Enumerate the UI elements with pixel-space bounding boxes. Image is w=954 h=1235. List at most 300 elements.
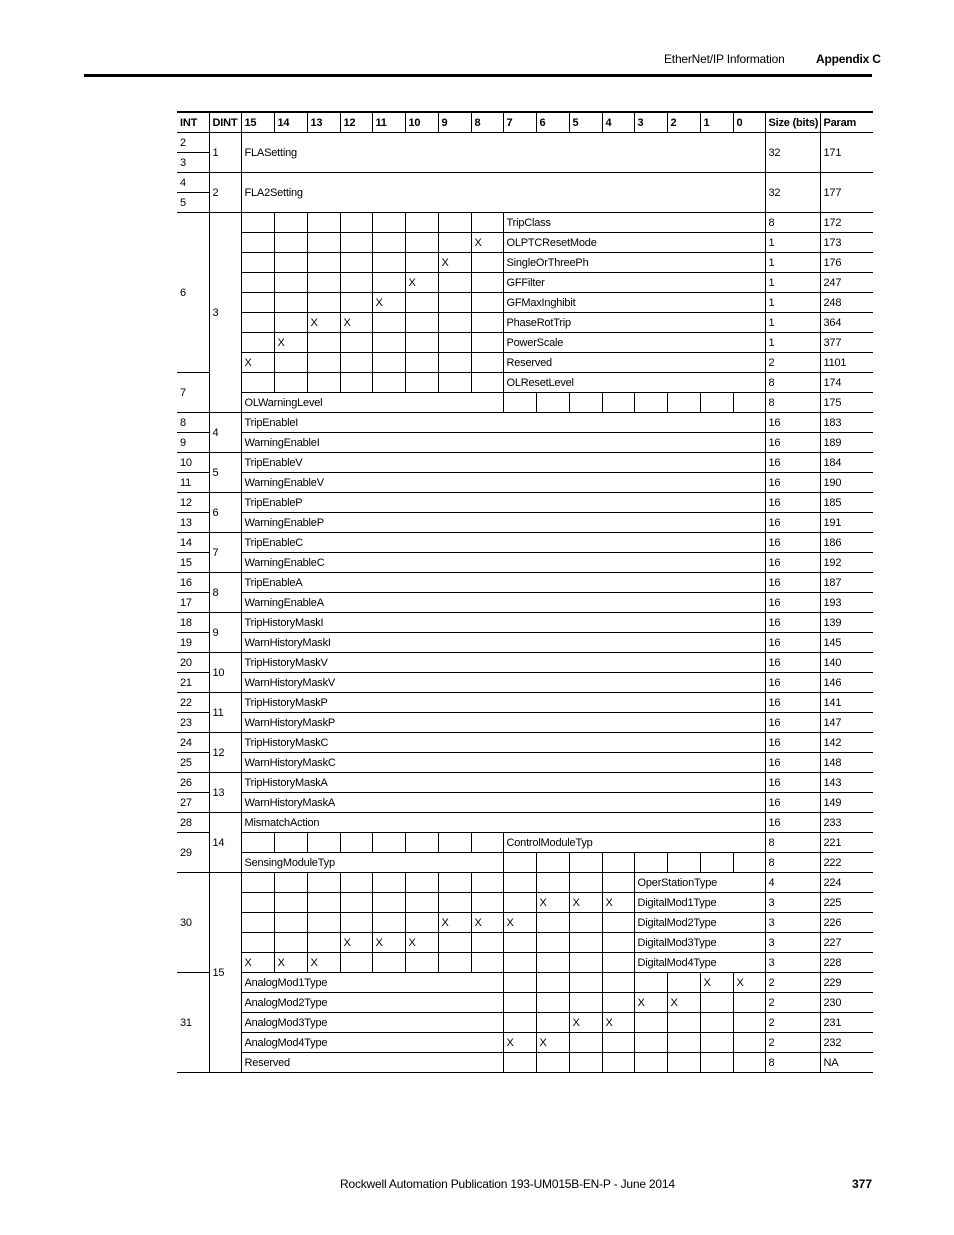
table-cell (602, 1053, 634, 1073)
table-row (177, 213, 873, 233)
table-cell: 15 (209, 873, 241, 1073)
table-cell (569, 973, 602, 993)
table-cell: 16 (765, 693, 820, 713)
table-cell: AnalogMod1Type (241, 973, 503, 993)
table-cell: 364 (820, 313, 873, 333)
header-param: Param (820, 112, 873, 133)
table-cell (340, 233, 372, 253)
table-cell: 16 (765, 793, 820, 813)
table-cell (602, 913, 634, 933)
table-cell: 7 (209, 533, 241, 573)
table-cell: 16 (765, 473, 820, 493)
table-cell (733, 993, 765, 1013)
table-row (177, 1013, 873, 1033)
table-cell (372, 873, 405, 893)
table-cell: 1 (765, 253, 820, 273)
table-row (177, 753, 873, 773)
table-cell: 24 (177, 733, 209, 753)
table-cell: X (602, 893, 634, 913)
table-row (177, 713, 873, 733)
table-cell (667, 853, 700, 873)
table-cell: DigitalMod4Type (634, 953, 765, 973)
table-cell (536, 913, 569, 933)
table-cell (307, 233, 340, 253)
table-cell: X (405, 933, 438, 953)
header-dint: DINT (209, 112, 241, 133)
table-cell (438, 373, 471, 393)
table-cell (438, 873, 471, 893)
table-cell (307, 873, 340, 893)
table-cell: 5 (209, 453, 241, 493)
table-cell (405, 213, 438, 233)
table-cell (503, 1013, 536, 1033)
table-row (177, 313, 873, 333)
table-cell: GFMaxInghibit (503, 293, 765, 313)
table-row (177, 473, 873, 493)
table-cell: 142 (820, 733, 873, 753)
table-cell (307, 373, 340, 393)
table-cell: 2 (209, 173, 241, 213)
table-cell: WarnHistoryMaskP (241, 713, 765, 733)
table-cell: 1101 (820, 353, 873, 373)
table-cell: 7 (177, 373, 209, 413)
table-cell (405, 313, 438, 333)
table-row (177, 133, 873, 153)
table-cell (405, 373, 438, 393)
table-cell: X (569, 893, 602, 913)
table-cell (340, 293, 372, 313)
table-cell (667, 973, 700, 993)
table-cell (602, 953, 634, 973)
table-cell (733, 853, 765, 873)
table-cell: 15 (177, 553, 209, 573)
table-row (177, 653, 873, 673)
table-cell: 9 (209, 613, 241, 653)
table-cell: 3 (209, 213, 241, 413)
table-cell (700, 853, 733, 873)
table-cell: 139 (820, 613, 873, 633)
table-cell: 12 (177, 493, 209, 513)
table-cell: DigitalMod3Type (634, 933, 765, 953)
header-bit: 0 (733, 112, 765, 133)
table-cell: X (471, 913, 503, 933)
table-cell: 16 (765, 813, 820, 833)
table-cell (733, 1053, 765, 1073)
table-cell: 8 (765, 853, 820, 873)
header-bit: 3 (634, 112, 667, 133)
table-cell (569, 933, 602, 953)
table-cell: 2 (765, 973, 820, 993)
table-cell (241, 233, 274, 253)
header-bit: 10 (405, 112, 438, 133)
table-cell: 16 (765, 613, 820, 633)
table-cell: AnalogMod4Type (241, 1033, 503, 1053)
table-cell (569, 853, 602, 873)
table-cell (438, 953, 471, 973)
table-cell (241, 213, 274, 233)
table-row (177, 733, 873, 753)
table-cell (602, 393, 634, 413)
table-row (177, 893, 873, 913)
table-row (177, 173, 873, 193)
table-cell: 229 (820, 973, 873, 993)
table-cell: 2 (177, 133, 209, 153)
table-row (177, 873, 873, 893)
table-cell (503, 393, 536, 413)
table-cell: WarnHistoryMaskV (241, 673, 765, 693)
table-cell: WarnHistoryMaskA (241, 793, 765, 813)
header-bit: 6 (536, 112, 569, 133)
table-cell: 20 (177, 653, 209, 673)
table-cell: 230 (820, 993, 873, 1013)
table-cell (438, 333, 471, 353)
table-cell (438, 313, 471, 333)
table-cell: 2 (765, 1033, 820, 1053)
table-cell: TripHistoryMaskV (241, 653, 765, 673)
table-cell: 16 (765, 673, 820, 693)
table-body (177, 133, 873, 1073)
table-cell (274, 913, 307, 933)
table-cell: 22 (177, 693, 209, 713)
table-cell: 232 (820, 1033, 873, 1053)
table-row (177, 513, 873, 533)
table-header-row (177, 112, 873, 133)
table-cell (438, 893, 471, 913)
header-bit: 1 (700, 112, 733, 133)
table-cell: DigitalMod2Type (634, 913, 765, 933)
table-cell: 146 (820, 673, 873, 693)
table-row (177, 1053, 873, 1073)
table-cell: 8 (177, 413, 209, 433)
table-cell (536, 1053, 569, 1073)
table-cell: 147 (820, 713, 873, 733)
table-row (177, 973, 873, 993)
table-cell (667, 1053, 700, 1073)
table-row (177, 953, 873, 973)
table-cell: 225 (820, 893, 873, 913)
table-cell (602, 853, 634, 873)
table-cell: 177 (820, 173, 873, 213)
table-cell: 227 (820, 933, 873, 953)
table-cell (634, 853, 667, 873)
table-cell (503, 893, 536, 913)
table-cell: OperStationType (634, 873, 765, 893)
table-cell: WarningEnableP (241, 513, 765, 533)
table-row (177, 273, 873, 293)
table-cell: X (536, 1033, 569, 1053)
table-cell: TripHistoryMaskC (241, 733, 765, 753)
table-row (177, 453, 873, 473)
table-cell: 16 (765, 573, 820, 593)
table-cell: 193 (820, 593, 873, 613)
table-cell: 27 (177, 793, 209, 813)
table-cell (307, 833, 340, 853)
table-cell: 145 (820, 633, 873, 653)
table-cell (340, 833, 372, 853)
table-cell: 10 (177, 453, 209, 473)
table-cell (569, 1033, 602, 1053)
table-cell: 226 (820, 913, 873, 933)
table-cell: TripEnableC (241, 533, 765, 553)
table-cell (274, 313, 307, 333)
table-cell: X (241, 953, 274, 973)
table-cell (307, 933, 340, 953)
table-cell (405, 333, 438, 353)
table-cell: 191 (820, 513, 873, 533)
table-cell: 16 (765, 433, 820, 453)
table-cell (241, 933, 274, 953)
page-header-appendix: Appendix C (816, 52, 881, 66)
table-cell: WarningEnableA (241, 593, 765, 613)
table-cell (602, 973, 634, 993)
table-cell (307, 333, 340, 353)
table-cell: 174 (820, 373, 873, 393)
table-cell: 172 (820, 213, 873, 233)
table-row (177, 333, 873, 353)
header-int: INT (177, 112, 209, 133)
table-cell: FLA2Setting (241, 173, 765, 213)
header-bit: 8 (471, 112, 503, 133)
table-cell: X (340, 313, 372, 333)
table-cell (241, 253, 274, 273)
table-cell: 32 (765, 173, 820, 213)
table-cell: 187 (820, 573, 873, 593)
table-cell: 10 (209, 653, 241, 693)
table-cell: X (438, 253, 471, 273)
table-cell (700, 1013, 733, 1033)
table-cell: 192 (820, 553, 873, 573)
table-cell (569, 873, 602, 893)
table-cell: WarningEnableI (241, 433, 765, 453)
table-cell: TripHistoryMaskA (241, 773, 765, 793)
header-rule (84, 74, 872, 77)
table-cell (503, 993, 536, 1013)
header-size: Size (bits) (765, 112, 820, 133)
table-cell (340, 273, 372, 293)
table-cell: 3 (177, 153, 209, 173)
table-cell (471, 353, 503, 373)
table-cell (536, 953, 569, 973)
table-cell (536, 873, 569, 893)
table-cell (405, 873, 438, 893)
table-cell (602, 873, 634, 893)
table-cell: OLPTCResetMode (503, 233, 765, 253)
table-cell: X (503, 1033, 536, 1053)
table-cell (274, 353, 307, 373)
page-header-section: EtherNet/IP Information (664, 52, 785, 66)
table-cell: FLASetting (241, 133, 765, 173)
table-cell (274, 293, 307, 313)
table-cell (340, 873, 372, 893)
table-cell (405, 953, 438, 973)
table-cell: 176 (820, 253, 873, 273)
table-cell: X (438, 913, 471, 933)
table-cell: X (536, 893, 569, 913)
table-cell (241, 893, 274, 913)
table-cell: X (307, 953, 340, 973)
table-cell (372, 893, 405, 913)
table-cell (438, 293, 471, 313)
table-cell (274, 933, 307, 953)
table-cell (340, 953, 372, 973)
table-row (177, 613, 873, 633)
table-cell (471, 893, 503, 913)
table-cell: 16 (765, 653, 820, 673)
table-cell: X (372, 933, 405, 953)
table-row (177, 593, 873, 613)
table-cell: 12 (209, 733, 241, 773)
table-row (177, 673, 873, 693)
table-cell (405, 233, 438, 253)
table-cell (634, 973, 667, 993)
table-cell: 1 (209, 133, 241, 173)
table-row (177, 233, 873, 253)
table-row (177, 693, 873, 713)
table-cell (274, 893, 307, 913)
table-cell (405, 353, 438, 373)
table-cell (503, 973, 536, 993)
table-cell (503, 953, 536, 973)
table-cell (733, 1013, 765, 1033)
table-row (177, 833, 873, 853)
table-cell (471, 213, 503, 233)
table-cell: 3 (765, 953, 820, 973)
table-cell: PhaseRotTrip (503, 313, 765, 333)
table-cell (405, 893, 438, 913)
table-cell: 140 (820, 653, 873, 673)
table-cell: 377 (820, 333, 873, 353)
table-cell (274, 273, 307, 293)
table-cell (634, 1013, 667, 1033)
table-cell: 16 (765, 713, 820, 733)
table-row (177, 793, 873, 813)
table-cell (700, 993, 733, 1013)
table-cell: 21 (177, 673, 209, 693)
table-cell (471, 373, 503, 393)
table-cell (667, 1013, 700, 1033)
table-cell: 16 (765, 493, 820, 513)
table-cell (733, 393, 765, 413)
table-row (177, 1033, 873, 1053)
table-row (177, 573, 873, 593)
table-cell: 175 (820, 393, 873, 413)
table-cell (471, 933, 503, 953)
table-cell (569, 913, 602, 933)
table-cell: 3 (765, 913, 820, 933)
table-cell (471, 953, 503, 973)
table-cell: ControlModuleTyp (503, 833, 765, 853)
table-cell: WarningEnableC (241, 553, 765, 573)
table-cell: 11 (209, 693, 241, 733)
table-cell: X (503, 913, 536, 933)
table-cell (241, 833, 274, 853)
table-cell (307, 273, 340, 293)
table-cell: 149 (820, 793, 873, 813)
table-cell (503, 853, 536, 873)
table-row (177, 293, 873, 313)
header-bit: 12 (340, 112, 372, 133)
table-cell (700, 1033, 733, 1053)
table-cell (503, 1053, 536, 1073)
table-cell (503, 933, 536, 953)
table-cell (471, 833, 503, 853)
table-cell (438, 273, 471, 293)
table-cell (438, 213, 471, 233)
table-cell: 233 (820, 813, 873, 833)
table-cell: 8 (765, 833, 820, 853)
table-cell: 13 (209, 773, 241, 813)
table-cell (733, 1033, 765, 1053)
table-cell: GFFilter (503, 273, 765, 293)
table-cell: 32 (765, 133, 820, 173)
table-cell: AnalogMod2Type (241, 993, 503, 1013)
table-cell: 5 (177, 193, 209, 213)
table-cell (340, 253, 372, 273)
table-cell: 1 (765, 293, 820, 313)
table-row (177, 773, 873, 793)
table-cell (634, 1053, 667, 1073)
table-cell (274, 873, 307, 893)
table-cell (241, 373, 274, 393)
table-cell (471, 273, 503, 293)
header-bit: 9 (438, 112, 471, 133)
table-cell: 4 (209, 413, 241, 453)
table-cell: WarnHistoryMaskI (241, 633, 765, 653)
table-cell (307, 213, 340, 233)
table-cell: 16 (765, 753, 820, 773)
table-cell: 221 (820, 833, 873, 853)
table-row (177, 493, 873, 513)
table-cell: 16 (765, 513, 820, 533)
table-cell (340, 333, 372, 353)
table-cell (634, 393, 667, 413)
table-cell (471, 293, 503, 313)
table-cell: 25 (177, 753, 209, 773)
header-bit: 7 (503, 112, 536, 133)
table-cell (372, 213, 405, 233)
table-cell: X (471, 233, 503, 253)
table-cell (569, 1053, 602, 1073)
table-cell: X (307, 313, 340, 333)
table-cell (700, 393, 733, 413)
table-cell: TripEnableV (241, 453, 765, 473)
table-cell (241, 273, 274, 293)
table-cell (700, 1053, 733, 1073)
table-cell: 3 (765, 893, 820, 913)
header-bit: 5 (569, 112, 602, 133)
table-cell: TripClass (503, 213, 765, 233)
table-cell (405, 913, 438, 933)
table-cell: Reserved (241, 1053, 503, 1073)
table-cell: TripHistoryMaskI (241, 613, 765, 633)
table-cell: 1 (765, 233, 820, 253)
table-cell: 2 (765, 993, 820, 1013)
table-row (177, 633, 873, 653)
table-cell: 14 (177, 533, 209, 553)
table-cell: X (602, 1013, 634, 1033)
table-cell: X (274, 953, 307, 973)
header-bit: 2 (667, 112, 700, 133)
table-row (177, 433, 873, 453)
table-cell: 16 (765, 593, 820, 613)
table-cell: 173 (820, 233, 873, 253)
footer-publication: Rockwell Automation Publication 193-UM015B-EN-P - June 2014 (340, 1177, 675, 1191)
table-cell: 16 (765, 553, 820, 573)
table-cell: X (372, 293, 405, 313)
table-cell (274, 233, 307, 253)
header-bit: 4 (602, 112, 634, 133)
table-cell (372, 953, 405, 973)
